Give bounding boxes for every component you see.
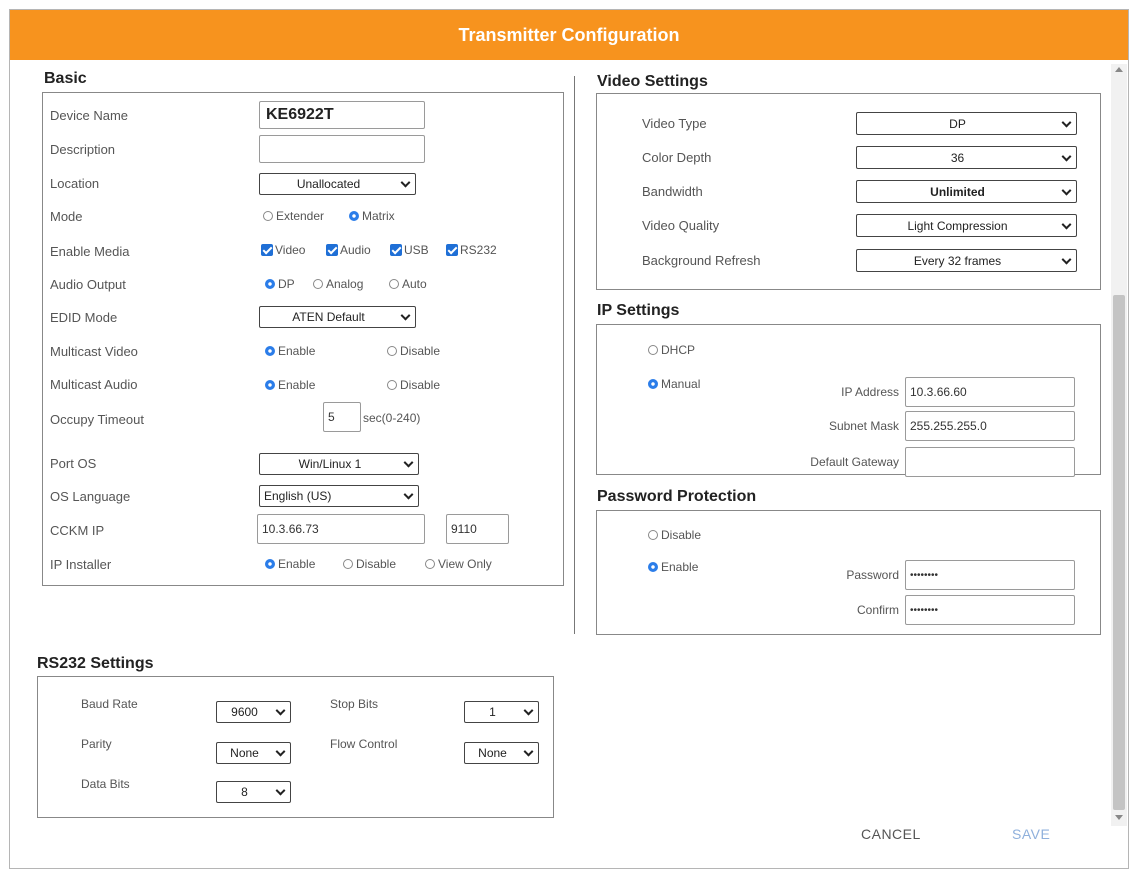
- parity-select[interactable]: [216, 742, 291, 764]
- multicast-audio-enable-radio[interactable]: [265, 378, 315, 392]
- video-type-label: Video Type: [642, 116, 707, 131]
- media-audio-label: Audio: [340, 243, 371, 257]
- audio-auto-radio[interactable]: [389, 277, 427, 291]
- ip-dhcp-radio[interactable]: [648, 343, 695, 357]
- location-select[interactable]: [259, 173, 416, 195]
- ip-manual-radio[interactable]: [648, 377, 700, 391]
- background-refresh-value: Every 32 frames: [913, 253, 1002, 268]
- edid-mode-value: ATEN Default: [292, 310, 365, 324]
- multicast-video-label: Multicast Video: [50, 344, 138, 359]
- checkbox-checked-icon: [390, 244, 402, 256]
- location-label: Location: [50, 176, 100, 191]
- edid-mode-label: EDID Mode: [50, 310, 118, 325]
- background-refresh-label: Background Refresh: [642, 253, 761, 268]
- checkbox-checked-icon: [326, 244, 338, 256]
- occupy-timeout-unit: sec(0-240): [363, 411, 421, 425]
- video-quality-label: Video Quality: [642, 218, 720, 233]
- chevron-down-icon: [404, 490, 414, 500]
- audio-analog-label: Analog: [326, 277, 364, 291]
- mode-label: Mode: [50, 209, 83, 224]
- multicast-audio-label: Multicast Audio: [50, 377, 138, 392]
- port-os-value: Win/Linux 1: [298, 457, 362, 471]
- radio-icon: [387, 346, 397, 356]
- radio-icon: [387, 380, 397, 390]
- save-button[interactable]: SAVE: [1006, 825, 1056, 843]
- password-section: [596, 510, 1101, 635]
- basic-section-title: Basic: [44, 70, 87, 87]
- column-divider: [574, 76, 575, 634]
- subnet-mask-label: Subnet Mask: [828, 419, 899, 433]
- parity-value: None: [230, 746, 259, 760]
- media-rs232-checkbox[interactable]: [446, 243, 497, 257]
- baud-rate-label: Baud Rate: [81, 697, 138, 711]
- multicast-video-enable-label: Enable: [278, 344, 316, 358]
- radio-icon: [648, 530, 658, 540]
- stop-bits-label: Stop Bits: [330, 697, 379, 711]
- password-enable-radio[interactable]: [648, 560, 698, 574]
- radio-selected-icon: [265, 380, 275, 390]
- chevron-down-icon: [524, 747, 534, 757]
- radio-icon: [425, 559, 435, 569]
- cckm-ip-label: CCKM IP: [50, 523, 105, 538]
- baud-rate-value: 9600: [231, 705, 258, 719]
- mode-matrix-label: Matrix: [362, 209, 395, 223]
- multicast-audio-disable-label: Disable: [400, 378, 441, 392]
- ip-installer-viewonly-label: View Only: [438, 557, 492, 571]
- flow-control-select[interactable]: [464, 742, 539, 764]
- radio-icon: [389, 279, 399, 289]
- bandwidth-label: Bandwidth: [642, 184, 703, 199]
- ip-section: [596, 324, 1101, 475]
- multicast-video-enable-radio[interactable]: [265, 344, 315, 358]
- cancel-button[interactable]: CANCEL: [855, 825, 927, 843]
- rs232-section: [37, 676, 554, 818]
- port-os-label: Port OS: [50, 456, 97, 471]
- password-disable-label: Disable: [661, 528, 702, 542]
- chevron-down-icon: [1062, 151, 1072, 161]
- radio-selected-icon: [648, 562, 658, 572]
- enable-media-label: Enable Media: [50, 244, 130, 259]
- scroll-down-arrow-icon[interactable]: [1115, 815, 1123, 820]
- ip-installer-enable-label: Enable: [278, 557, 316, 571]
- audio-dp-radio[interactable]: [265, 277, 295, 291]
- radio-selected-icon: [648, 379, 658, 389]
- background-refresh-select[interactable]: [856, 249, 1077, 272]
- dialog-title: Transmitter Configuration: [10, 10, 1128, 60]
- password-disable-radio[interactable]: [648, 528, 701, 542]
- audio-output-label: Audio Output: [50, 277, 126, 292]
- ip-manual-label: Manual: [661, 377, 701, 391]
- radio-icon: [313, 279, 323, 289]
- video-section-title: Video Settings: [597, 73, 708, 90]
- description-input[interactable]: [259, 135, 425, 163]
- ip-installer-disable-radio[interactable]: [343, 557, 396, 571]
- mode-extender-radio[interactable]: [263, 209, 324, 223]
- occupy-timeout-label: Occupy Timeout: [50, 412, 144, 427]
- edid-mode-select[interactable]: [259, 306, 416, 328]
- scroll-up-arrow-icon[interactable]: [1115, 67, 1123, 72]
- cckm-ip-input[interactable]: 10.3.66.73: [257, 514, 425, 544]
- port-os-select[interactable]: [259, 453, 419, 475]
- audio-analog-radio[interactable]: [313, 277, 363, 291]
- chevron-down-icon: [276, 706, 286, 716]
- audio-auto-label: Auto: [402, 277, 427, 291]
- media-usb-label: USB: [404, 243, 429, 257]
- stop-bits-select[interactable]: [464, 701, 539, 723]
- media-video-label: Video: [275, 243, 306, 257]
- radio-selected-icon: [265, 346, 275, 356]
- cckm-port-input[interactable]: 9110: [446, 514, 509, 544]
- ip-address-label: IP Address: [841, 385, 899, 399]
- os-language-label: OS Language: [50, 489, 131, 504]
- chevron-down-icon: [401, 178, 411, 188]
- multicast-audio-disable-radio[interactable]: [387, 378, 440, 392]
- chevron-down-icon: [276, 786, 286, 796]
- ip-dhcp-label: DHCP: [661, 343, 696, 357]
- password-enable-label: Enable: [661, 560, 699, 574]
- confirm-password-input[interactable]: ••••••••: [905, 595, 1075, 625]
- multicast-video-disable-label: Disable: [400, 344, 441, 358]
- basic-section: [42, 92, 564, 586]
- chevron-down-icon: [1062, 185, 1072, 195]
- video-section: [596, 93, 1101, 290]
- chevron-down-icon: [1062, 254, 1072, 264]
- bandwidth-value: Unlimited: [930, 184, 985, 199]
- color-depth-select[interactable]: [856, 146, 1077, 169]
- multicast-audio-enable-label: Enable: [278, 378, 316, 392]
- multicast-video-disable-radio[interactable]: [387, 344, 440, 358]
- checkbox-checked-icon: [446, 244, 458, 256]
- mode-extender-label: Extender: [276, 209, 325, 223]
- ip-installer-enable-radio[interactable]: [265, 557, 315, 571]
- color-depth-label: Color Depth: [642, 150, 712, 165]
- checkbox-checked-icon: [261, 244, 273, 256]
- media-video-checkbox[interactable]: [261, 243, 305, 257]
- chevron-down-icon: [404, 458, 414, 468]
- os-language-select[interactable]: [259, 485, 419, 507]
- media-rs232-label: RS232: [460, 243, 497, 257]
- parity-label: Parity: [81, 737, 112, 751]
- description-label: Description: [50, 142, 116, 157]
- flow-control-value: None: [478, 746, 507, 760]
- bandwidth-select[interactable]: [856, 180, 1077, 203]
- os-language-value: English (US): [264, 489, 332, 503]
- chevron-down-icon: [1062, 219, 1072, 229]
- radio-icon: [648, 345, 658, 355]
- radio-icon: [263, 211, 273, 221]
- radio-selected-icon: [265, 279, 275, 289]
- password-label: Password: [846, 568, 899, 582]
- data-bits-value: 8: [241, 785, 248, 799]
- media-usb-checkbox[interactable]: [390, 243, 429, 257]
- radio-icon: [343, 559, 353, 569]
- device-name-input[interactable]: KE6922T: [259, 101, 425, 129]
- ip-address-input[interactable]: 10.3.66.60: [905, 377, 1075, 407]
- baud-rate-select[interactable]: [216, 701, 291, 723]
- radio-selected-icon: [349, 211, 359, 221]
- radio-selected-icon: [265, 559, 275, 569]
- location-value: Unallocated: [296, 177, 361, 191]
- flow-control-label: Flow Control: [330, 737, 398, 751]
- video-quality-select[interactable]: [856, 214, 1077, 237]
- video-type-select[interactable]: [856, 112, 1077, 135]
- device-name-label: Device Name: [50, 108, 129, 123]
- color-depth-value: 36: [950, 150, 965, 165]
- transmitter-config-dialog: [9, 9, 1129, 869]
- confirm-label: Confirm: [856, 603, 899, 617]
- default-gateway-label: Default Gateway: [810, 455, 899, 469]
- password-section-title: Password Protection: [597, 488, 757, 505]
- stop-bits-value: 1: [489, 705, 496, 719]
- audio-dp-label: DP: [278, 277, 295, 291]
- occupy-timeout-input[interactable]: 5: [323, 402, 361, 432]
- chevron-down-icon: [401, 311, 411, 321]
- chevron-down-icon: [276, 747, 286, 757]
- video-type-value: DP: [949, 116, 966, 131]
- ip-installer-viewonly-radio[interactable]: [425, 557, 492, 571]
- chevron-down-icon: [1062, 117, 1072, 127]
- chevron-down-icon: [524, 706, 534, 716]
- ip-installer-disable-label: Disable: [356, 557, 397, 571]
- rs232-section-title: RS232 Settings: [37, 655, 154, 672]
- scrollbar-thumb[interactable]: [1113, 295, 1125, 810]
- video-quality-value: Light Compression: [907, 218, 1008, 233]
- password-input[interactable]: ••••••••: [905, 560, 1075, 590]
- ip-installer-label: IP Installer: [50, 557, 112, 572]
- ip-section-title: IP Settings: [597, 302, 680, 319]
- media-audio-checkbox[interactable]: [326, 243, 371, 257]
- data-bits-select[interactable]: [216, 781, 291, 803]
- subnet-mask-input[interactable]: 255.255.255.0: [905, 411, 1075, 441]
- data-bits-label: Data Bits: [81, 777, 130, 791]
- mode-matrix-radio[interactable]: [349, 209, 395, 223]
- default-gateway-input[interactable]: [905, 447, 1075, 477]
